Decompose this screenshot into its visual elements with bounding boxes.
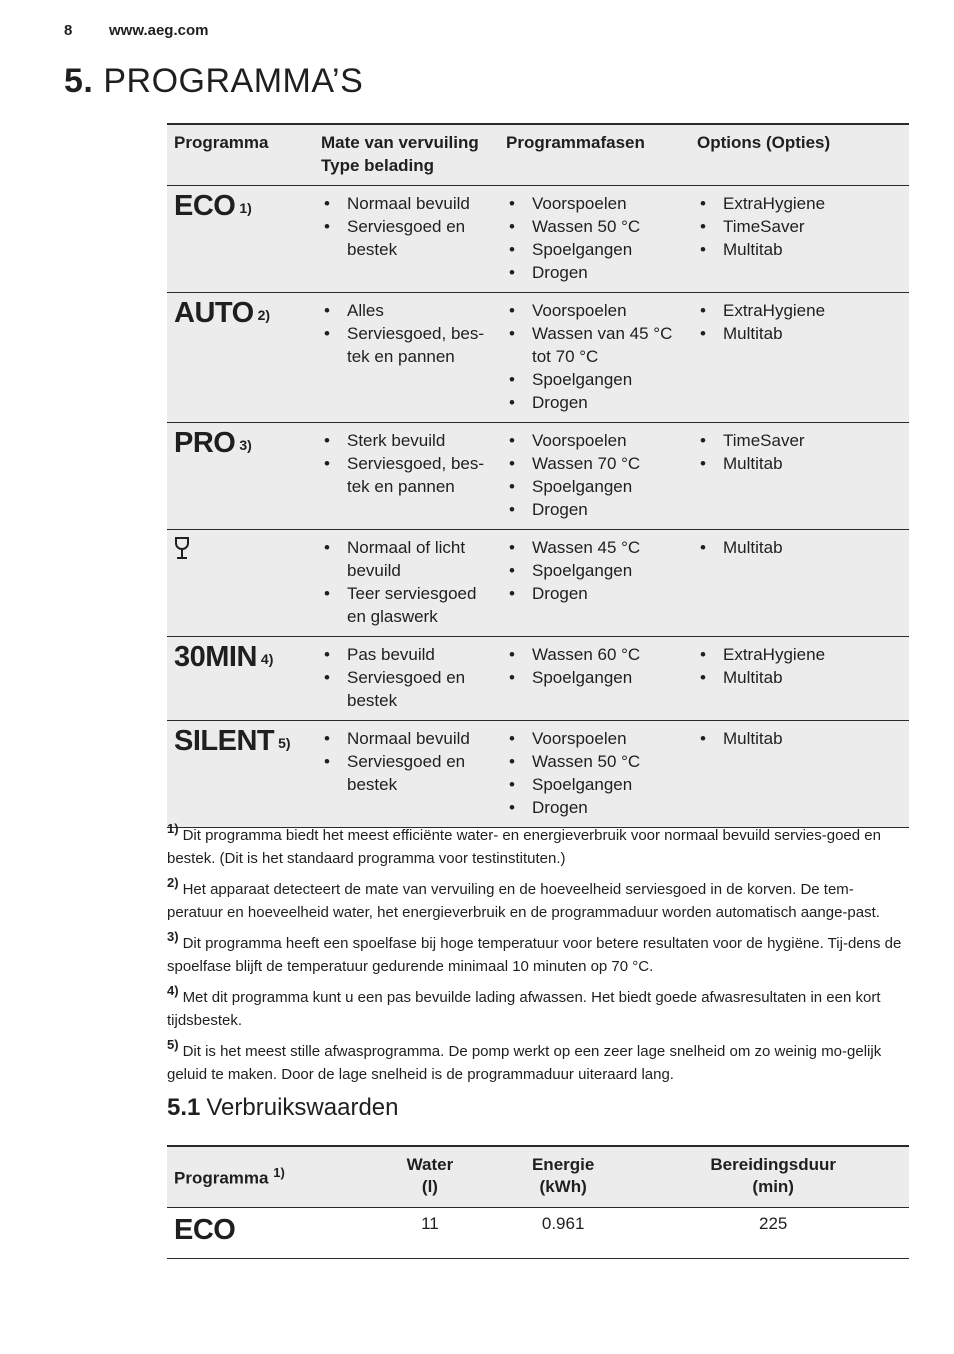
options-list — [697, 727, 902, 750]
program-table-header — [167, 124, 909, 186]
list-item: • TimeSaver — [697, 215, 902, 238]
list-item: • Drogen — [506, 261, 683, 284]
list-item: • Multitab — [697, 452, 902, 475]
soiling-list — [321, 643, 492, 712]
soiling-cell — [314, 423, 499, 530]
list-item: • Wassen 60 °C — [506, 643, 683, 666]
website-link[interactable]: www.aeg.com — [109, 22, 209, 39]
subsection-text: Verbruikswaarden — [206, 1094, 399, 1121]
header-energie-unit: (kWh) — [539, 1177, 587, 1196]
footnote-number: 1) — [167, 821, 179, 836]
list-item: • Multitab — [697, 727, 902, 750]
footnote — [167, 818, 909, 870]
list-item: • Normaal bevuild — [321, 192, 492, 215]
phases-cell — [499, 721, 690, 828]
options-list — [697, 429, 902, 475]
program-name: AUTO — [174, 297, 254, 329]
list-item: • Drogen — [506, 391, 683, 414]
header-bereidingsduur-label: Bereidingsduur — [710, 1155, 837, 1174]
footnote-number: 3) — [167, 929, 179, 944]
footnote-text: Met dit programma kunt u een pas bevuilde lading afwassen. Het biedt goede afwasresultaten in een kort tijdsbestek. — [167, 989, 881, 1029]
program-cell — [167, 293, 314, 423]
list-item: • Voorspoelen — [506, 192, 683, 215]
options-cell — [690, 530, 909, 637]
list-item: • Voorspoelen — [506, 299, 683, 322]
program-name: PRO — [174, 427, 236, 459]
header-water-unit: (l) — [421, 1177, 438, 1196]
list-item: • Normaal bevuild — [321, 727, 492, 750]
program-row — [167, 721, 909, 828]
footnote — [167, 980, 909, 1032]
list-item: • Spoelgangen — [506, 368, 683, 391]
program-cell — [167, 1208, 371, 1259]
section-number: 5. — [64, 62, 94, 100]
list-item: • ExtraHygiene — [697, 643, 902, 666]
options-list — [697, 192, 902, 261]
footnote-number: 4) — [167, 983, 179, 998]
options-list — [697, 299, 902, 345]
footnote-text: Dit programma heeft een spoelfase bij hoge temperatuur voor betere resultaten voor de hygiëne. Tij-dens de spoelfase blijft de temperatuur gedurende minimaal 10 minuten op 70 °C. — [167, 935, 902, 975]
soiling-cell — [314, 530, 499, 637]
footnote — [167, 872, 909, 924]
options-cell — [690, 637, 909, 721]
program-name: SILENT — [174, 725, 275, 757]
list-item: • Spoelgangen — [506, 238, 683, 261]
program-cell — [167, 186, 314, 293]
footnote-text: Dit programma biedt het meest efficiënte water- en energieverbruik voor normaal bevuild servies-goed en bestek. (Dit is het standaard programma voor testinstituten.) — [167, 827, 881, 867]
phases-cell — [499, 423, 690, 530]
consumption-row — [167, 1208, 909, 1259]
footnote-ref: 4) — [260, 651, 274, 667]
list-item: • Spoelgangen — [506, 773, 683, 796]
phases-list — [506, 429, 683, 521]
list-item: • ExtraHygiene — [697, 192, 902, 215]
list-item: • Serviesgoed en bestek — [321, 666, 492, 712]
duration-value: 225 — [637, 1208, 909, 1259]
page-number: 8 — [64, 22, 73, 39]
soiling-list — [321, 727, 492, 796]
program-cell — [167, 721, 314, 828]
soiling-list — [321, 192, 492, 261]
soiling-cell — [314, 293, 499, 423]
list-item: • Serviesgoed, bes-tek en pannen — [321, 452, 492, 498]
footnote-ref: 2) — [257, 307, 271, 323]
program-name: ECO — [174, 190, 236, 222]
footnote-number: 2) — [167, 875, 179, 890]
soiling-cell — [314, 186, 499, 293]
phases-list — [506, 299, 683, 414]
footnote-ref: 5) — [278, 735, 291, 751]
options-list — [697, 643, 902, 689]
list-item: • ExtraHygiene — [697, 299, 902, 322]
footnote — [167, 1034, 909, 1086]
list-item: • Multitab — [697, 238, 902, 261]
program-row — [167, 186, 909, 293]
soiling-cell — [314, 721, 499, 828]
page-header — [64, 22, 208, 39]
list-item: • Serviesgoed, bes-tek en pannen — [321, 322, 492, 368]
list-item: • Wassen van 45 °C tot 70 °C — [506, 322, 683, 368]
phases-list — [506, 536, 683, 605]
program-cell — [167, 423, 314, 530]
list-item: • Multitab — [697, 536, 902, 559]
footnote-ref: 1) — [273, 1165, 285, 1181]
section-title: PROGRAMMA’S — [103, 62, 364, 100]
program-row — [167, 423, 909, 530]
header-programma-label: Programma — [174, 1168, 269, 1188]
program-table — [167, 123, 909, 828]
list-item: • Voorspoelen — [506, 429, 683, 452]
footnote — [167, 926, 909, 978]
list-item: • Normaal of licht bevuild — [321, 536, 492, 582]
list-item: • Serviesgoed en bestek — [321, 750, 492, 796]
wine-glass-icon — [174, 536, 190, 562]
list-item: • Spoelgangen — [506, 475, 683, 498]
list-item: • Wassen 50 °C — [506, 750, 683, 773]
list-item: • Spoelgangen — [506, 666, 683, 689]
subsection-number: 5.1 — [167, 1094, 201, 1121]
header-programma: Programma — [167, 124, 314, 186]
program-name: 30MIN — [174, 641, 257, 673]
header-bereidingsduur-unit: (min) — [752, 1177, 794, 1196]
list-item: • Teer serviesgoed en glaswerk — [321, 582, 492, 628]
phases-cell — [499, 293, 690, 423]
header-energie-label: Energie — [531, 1155, 595, 1174]
list-item: • Multitab — [697, 322, 902, 345]
soiling-list — [321, 429, 492, 498]
phases-cell — [499, 637, 690, 721]
footnote-text: Dit is het meest stille afwasprogramma. De pomp werkt op een zeer lage snelheid om zo weinig mo-gelijk geluid te maken. Door de lage snelheid is de programmaduur uiteraard lang. — [167, 1043, 882, 1083]
phases-cell — [499, 530, 690, 637]
list-item: • TimeSaver — [697, 429, 902, 452]
footnote-text: Het apparaat detecteert de mate van vervuiling en de hoeveelheid serviesgoed in de korven. De tem-peratuur en hoeveelheid water, het energieverbruik en de programmaduur worden automatisch aange-past. — [167, 881, 880, 921]
header-water — [371, 1146, 489, 1208]
header-water-label: Water — [406, 1155, 454, 1174]
water-value: 11 — [371, 1208, 489, 1259]
program-row — [167, 637, 909, 721]
list-item: • Spoelgangen — [506, 559, 683, 582]
program-name: ECO — [174, 1214, 236, 1246]
header-programma — [167, 1146, 371, 1208]
list-item: • Wassen 50 °C — [506, 215, 683, 238]
program-cell — [167, 530, 314, 637]
list-item: • Sterk bevuild — [321, 429, 492, 452]
page-title — [64, 62, 363, 101]
list-item: • Pas bevuild — [321, 643, 492, 666]
list-item: • Drogen — [506, 498, 683, 521]
soiling-cell — [314, 637, 499, 721]
list-item: • Serviesgoed en bestek — [321, 215, 492, 261]
program-cell — [167, 637, 314, 721]
footnotes — [167, 818, 909, 1088]
options-cell — [690, 423, 909, 530]
program-row — [167, 530, 909, 637]
phases-list — [506, 643, 683, 689]
phases-list — [506, 192, 683, 284]
list-item: • Multitab — [697, 666, 902, 689]
list-item: • Drogen — [506, 582, 683, 605]
phases-list — [506, 727, 683, 819]
footnote-ref: 3) — [239, 437, 252, 453]
consumption-table-header — [167, 1146, 909, 1208]
header-energie — [489, 1146, 638, 1208]
options-list — [697, 536, 902, 559]
program-row — [167, 293, 909, 423]
phases-cell — [499, 186, 690, 293]
list-item: • Voorspoelen — [506, 727, 683, 750]
soiling-list — [321, 536, 492, 628]
options-cell — [690, 293, 909, 423]
header-options: Options (Opties) — [690, 124, 909, 186]
footnote-ref: 1) — [239, 200, 252, 216]
consumption-table — [167, 1145, 909, 1259]
energy-value: 0.961 — [489, 1208, 638, 1259]
list-item: • Wassen 45 °C — [506, 536, 683, 559]
subsection-title — [167, 1094, 398, 1122]
list-item: • Alles — [321, 299, 492, 322]
options-cell — [690, 186, 909, 293]
footnote-number: 5) — [167, 1037, 179, 1052]
soiling-list — [321, 299, 492, 368]
list-item: • Wassen 70 °C — [506, 452, 683, 475]
options-cell — [690, 721, 909, 828]
header-vervuiling: Mate van vervuiling Type belading — [314, 124, 499, 186]
header-bereidingsduur — [637, 1146, 909, 1208]
list-item: • Drogen — [506, 796, 683, 819]
header-programmafasen: Programmafasen — [499, 124, 690, 186]
